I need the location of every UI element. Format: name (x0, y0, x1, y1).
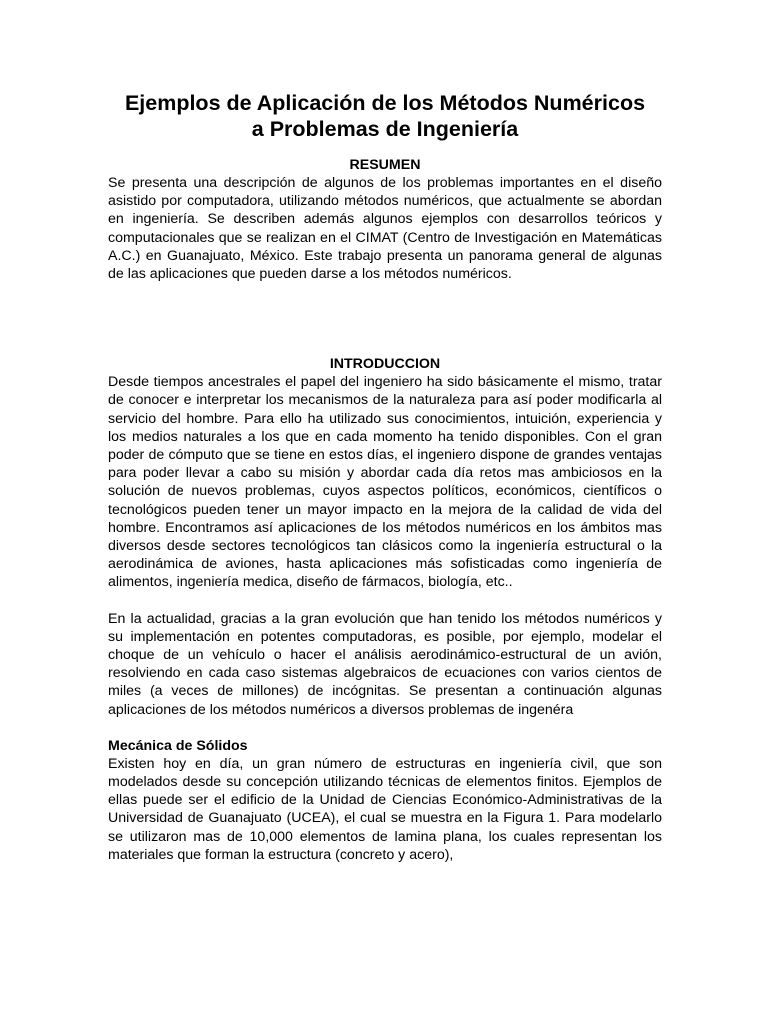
introduction-heading: INTRODUCCION (329, 356, 441, 373)
document-title-line-2: a Problemas de Ingeniería (251, 117, 519, 141)
document-title-line-1: Ejemplos de Aplicación de los Métodos Numéricos (124, 91, 646, 115)
solid-mechanics-paragraph: Existen hoy en día, un gran número de estructuras en ingeniería civil, que son modelados desde su concepción utilizando técnicas de elementos finitos. Ejemplos de ellas puede ser el edificio de la Unidad de Ciencias Económico-Administrativas de la Universidad de Guanajuato (UCEA), el cual se muestra en la Figura 1. Para modelarlo se utilizaron mas de 10,000 elementos de lamina plana, los cuales representan los materiales que forman la estructura (concreto y acero), (108, 755, 662, 863)
document-title (108, 90, 662, 142)
solid-mechanics-heading: Mecánica de Sólidos (108, 737, 248, 754)
introduction-paragraph-2: En la actualidad, gracias a la gran evolución que han tenido los métodos numéricos y su implementación en potentes computadoras, es posible, por ejemplo, modelar el choque de un vehículo o hacer el análisis aerodinámico-estructural de un avión, resolviendo en cada caso sistemas algebraicos de ecuaciones con varios cientos de miles (a veces de millones) de incógnitas. Se presentan a continuación algunas aplicaciones de los métodos numéricos a diversos problemas de ingenéra (108, 610, 662, 718)
abstract-paragraph: Se presenta una descripción de algunos de los problemas importantes en el diseño asistido por computadora, utilizando métodos numéricos, que actualmente se abordan en ingeniería. Se describen además algunos ejemplos con desarrollos teóricos y computacionales que se realizan en el CIMAT (Centro de Investigación en Matemáticas A.C.) en Guanajuato, México. Este trabajo presenta un panorama general de algunas de las aplicaciones que pueden darse a los métodos numéricos. (108, 175, 662, 283)
abstract-heading: RESUMEN (349, 157, 421, 173)
introduction-paragraph-1: Desde tiempos ancestrales el papel del ingeniero ha sido básicamente el mismo, tratar de conocer e interpretar los mecanismos de la naturaleza para así poder modificarla al servicio del hombre. Para ello ha utilizado sus conocimientos, intuición, experiencia y los medios naturales a los que en cada momento ha tenido disponibles. Con el gran poder de cómputo que se tiene en estos días, el ingeniero dispone de grandes ventajas para poder llevar a cabo su misión y abordar cada día retos mas ambiciosos en la solución de nuevos problemas, cuyos aspectos políticos, económicos, científicos o tecnológicos pueden tener un mayor impacto en la mejora de la calidad de vida del hombre. Encontramos así aplicaciones de los métodos numéricos en los ámbitos mas diversos desde sectores tecnológicos tan clásicos como la ingeniería estructural o la aerodinámica de aviones, hasta aplicaciones más sofisticadas como ingeniería de alimentos, ingeniería medica, diseño de fármacos, biología, etc.. (108, 374, 662, 591)
document-page (108, 90, 662, 864)
